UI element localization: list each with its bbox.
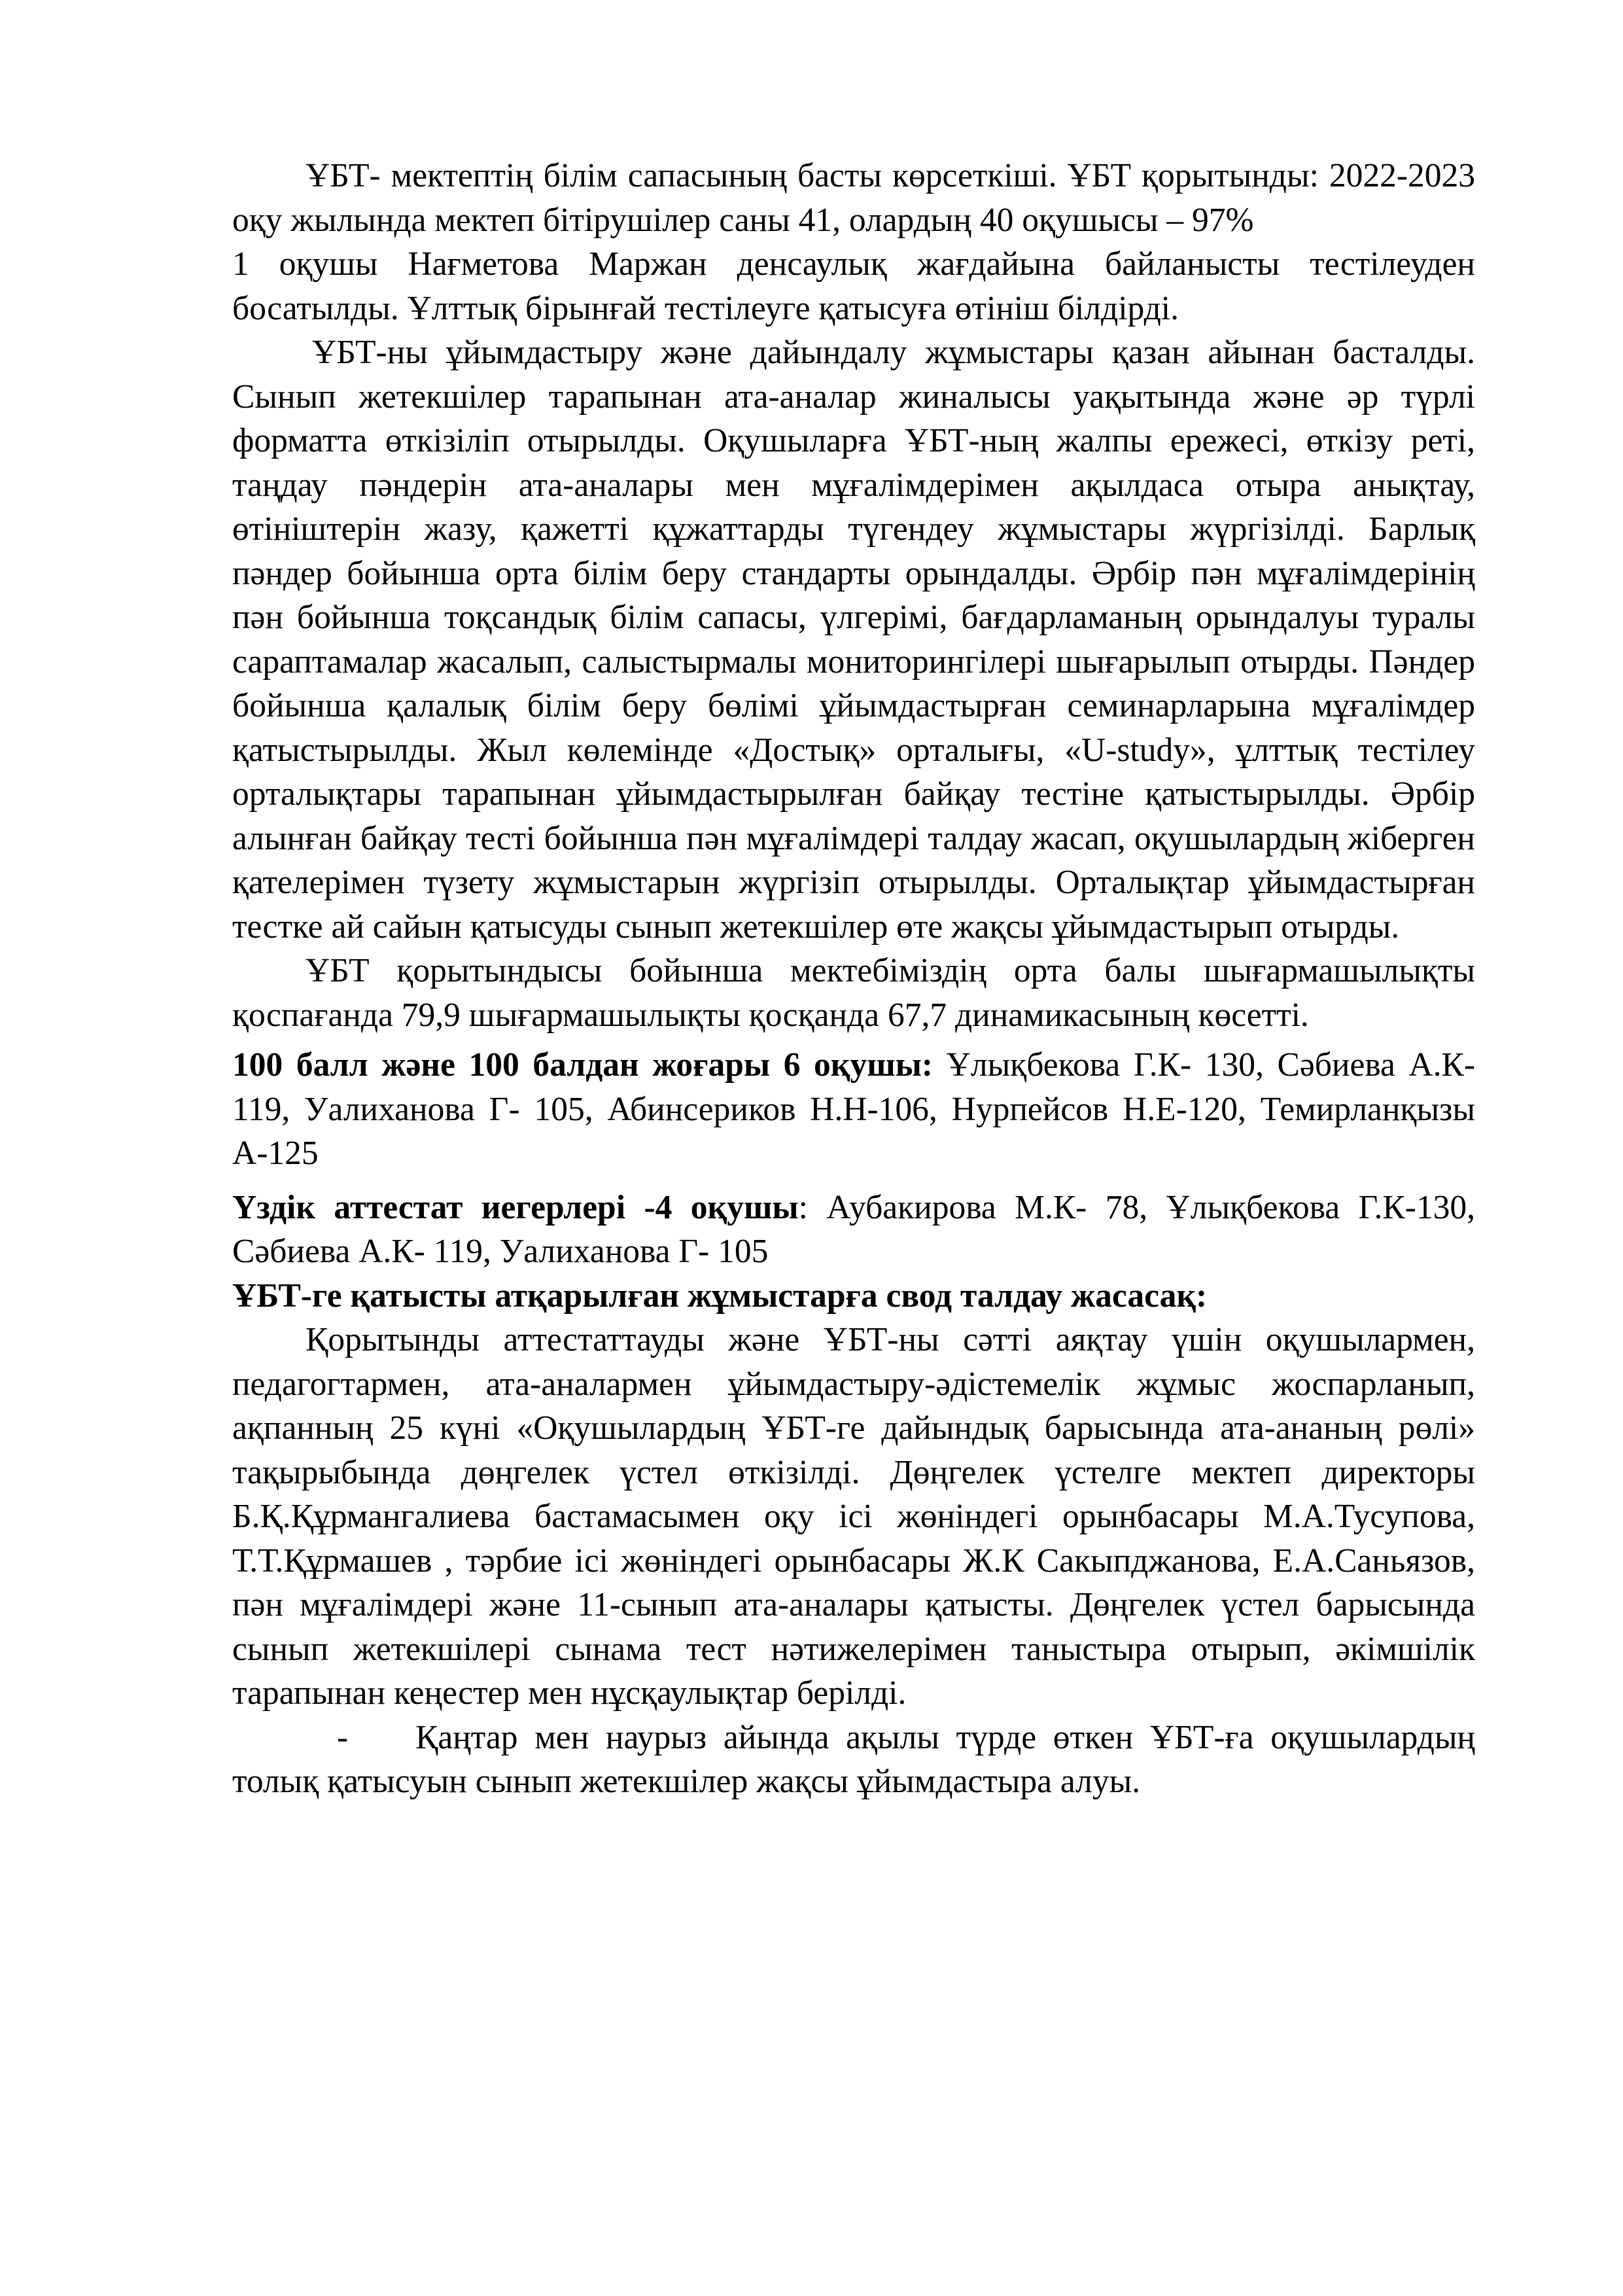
honors-heading: Үздік аттестат иегерлері -4 оқушы	[232, 1188, 799, 1226]
document-page	[232, 154, 1475, 1804]
paragraph-honors-certificates	[232, 1186, 1475, 1274]
list-item-text: Қаңтар мен наурыз айында ақылы түрде өткен ҰБТ-ға оқушылардың толық қатысуын сынып жетекшілер жақсы ұйымдастыра алуы.	[232, 1718, 1475, 1800]
paragraph-top-scorers	[232, 1043, 1475, 1176]
paragraph-ubt-preparation: ҰБТ-ны ұйымдастыру және дайындалу жұмыстары қазан айынан басталды. Сынып жетекшілер тарапынан ата-аналар жиналысы уақытында және әр түрлі форматта өткізіліп отырылды. Оқушыларға ҰБТ-ның жалпы ережесі, өткізу реті, таңдау пәндерін ата-аналары мен мұғалімдерімен ақылдаса отыра анықтау, өтініштерін жазу, қажетті құжаттарды түгендеу жұмыстары жүргізілді. Барлық пәндер бойынша орта білім беру стандарты орындалды. Әрбір пән мұғалімдерінің пән бойынша тоқсандық білім сапасы, үлгерімі, бағдарламаның орындалуы туралы сараптамалар жасалып, салыстырмалы мониторингілері шығарылып отырды. Пәндер бойынша қалалық білім беру бөлімі ұйымдастырған семинарларына мұғалімдер қатыстырылды. Жыл көлемінде «Достық» орталығы, «U-study», ұлттық тестілеу орталықтары тарапынан ұйымдастырылған байқау тестіне қатыстырылды. Әрбір алынған байқау тесті бойынша пән мұғалімдері талдау жасап, оқушылардың жіберген қателерімен түзету жұмыстарын жүргізіп отырылды. Орталықтар ұйымдастырған тестке ай сайын қатысуды сынып жетекшілер өте жақсы ұйымдастырып отырды.	[232, 334, 1475, 945]
list-item-paid-ubt	[232, 1716, 1475, 1804]
paragraph-exempt-student: 1 оқушы Нағметова Маржан денсаулық жағдайына байланысты тестілеуден босатылды. Ұлттық бірынғай тестілеуге қатысуға өтініш білдірді.	[232, 245, 1475, 327]
honors-list: : Аубакирова М.К- 78, Ұлықбекова Г.К-130, Сәбиева А.К- 119, Уалиханова Г- 105	[232, 1188, 1475, 1270]
top-scorers-heading: 100 балл және 100 балдан жоғары 6 оқушы:	[232, 1046, 934, 1084]
paragraph-ubt-intro: ҰБТ- мектептің білім сапасының басты көрсеткіші. ҰБТ қорытынды: 2022-2023 оқу жылында мектеп бітірушілер саны 41, олардың 40 оқушысы – 97%	[232, 157, 1475, 239]
list-dash: -	[337, 1718, 349, 1756]
summary-heading: ҰБТ-ге қатысты атқарылған жұмыстарға свод талдау жасасақ:	[232, 1277, 1208, 1315]
paragraph-summary-heading	[232, 1274, 1475, 1318]
top-scorers-list: Ұлықбекова Г.К- 130, Сәбиева А.К- 119, Уалиханова Г- 105, Абинсериков Н.Н-106, Нурпейсов Н.Е-120, Темирланқызы А-125	[232, 1046, 1475, 1172]
paragraph-average-score: ҰБТ қорытындысы бойынша мектебіміздің орта балы шығармашылықты қоспағанда 79,9 шығармашылықты қосқанда 67,7 динамикасының көсетті.	[232, 952, 1475, 1034]
paragraph-round-table: Қорытынды аттестаттауды және ҰБТ-ны сәтті аяқтау үшін оқушылармен, педагогтармен, ата-аналармен ұйымдастыру-әдістемелік жұмыс жоспарланып, ақпанның 25 күні «Оқушылардың ҰБТ-ге дайындық барысында ата-ананың рөлі» тақырыбында дөңгелек үстел өткізілді. Дөңгелек үстелге мектеп директоры Б.Қ.Құрмангалиева бастамасымен оқу ісі жөніндегі орынбасары М.А.Тусупова, Т.Т.Құрмашев , тәрбие ісі жөніндегі орынбасары Ж.К Сакыпджанова, Е.А.Саньязов, пән мұғалімдері және 11-сынып ата-аналары қатысты. Дөңгелек үстел барысында сынып жетекшілері сынама тест нәтижелерімен таныстыра отырып, әкімшілік тарапынан кеңестер мен нұсқаулықтар берілді.	[232, 1321, 1475, 1712]
